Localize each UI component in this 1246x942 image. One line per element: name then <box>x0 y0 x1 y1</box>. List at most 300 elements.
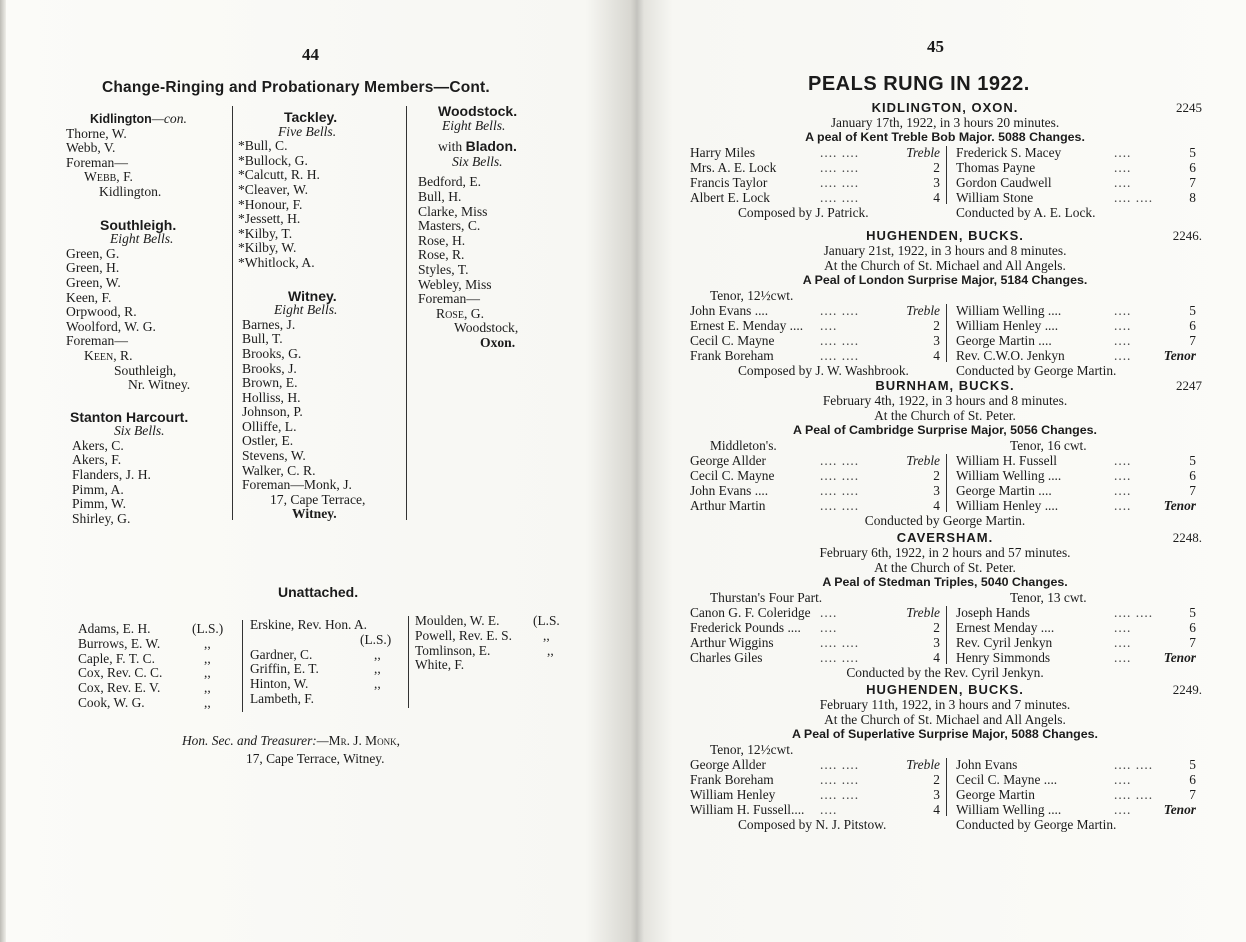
bell-number: 2 <box>933 318 940 333</box>
peal-footer <box>690 817 1200 832</box>
ringer-row <box>956 635 1196 650</box>
peal-church: At the Church of St. Peter. <box>874 408 1016 423</box>
bell-number: 5 <box>1189 605 1196 620</box>
leader-dots: .... <box>1114 650 1132 665</box>
bell-number: 6 <box>1189 318 1196 333</box>
bell-number: 5 <box>1189 453 1196 468</box>
ringer-row <box>690 145 940 160</box>
ringer-name: William Welling .... <box>956 468 1062 483</box>
ringer-row <box>690 635 940 650</box>
leader-dots: .... <box>1114 145 1132 160</box>
member-name: *Jessett, H. <box>238 211 301 227</box>
ringer-row <box>956 787 1196 802</box>
peal-footer: Conducted by George Martin. <box>864 513 1026 528</box>
member-name: Woolford, W. G. <box>66 318 156 334</box>
peal-place: HUGHENDEN, BUCKS. <box>866 228 1024 243</box>
ringer-row <box>956 757 1196 772</box>
peal-method: A Peal of Superlative Surprise Major, 5088 Changes. <box>792 727 1098 741</box>
bell-number: 2 <box>933 468 940 483</box>
ringer-row <box>956 453 1196 468</box>
leader-dots: .... .... <box>820 453 860 468</box>
bell-number: 3 <box>933 635 940 650</box>
bladon-heading: with Bladon. <box>438 138 517 155</box>
member-name: Johnson, P. <box>242 404 303 420</box>
member-name: Brooks, G. <box>242 345 302 361</box>
ringer-name: Frank Boreham <box>690 772 774 787</box>
leader-dots: .... .... <box>820 333 860 348</box>
bell-number: Treble <box>906 303 940 318</box>
bell-number: 6 <box>1189 620 1196 635</box>
unattached-column-1 <box>78 622 248 711</box>
ringer-name: Gordon Caudwell <box>956 175 1052 190</box>
foreman-place: Woodstock, <box>454 320 519 336</box>
members-column-2 <box>238 110 408 522</box>
member-name: Pimm, A. <box>72 481 124 497</box>
leader-dots: .... <box>820 620 838 635</box>
bell-number: 4 <box>933 348 940 363</box>
leader-dots: .... .... <box>820 145 860 160</box>
list-item: Cook, W. G. ,, <box>78 694 211 710</box>
ringer-row <box>956 483 1196 498</box>
leader-dots: .... <box>1114 333 1132 348</box>
foreman-name: Keen, R. <box>84 347 133 363</box>
peal-number: 2245 <box>1176 100 1202 115</box>
foreman-place: Oxon. <box>480 334 516 350</box>
ringer-name: William Henley .... <box>956 498 1059 513</box>
peal-date: January 17th, 1922, in 3 hours 20 minutes. <box>830 115 1060 130</box>
bell-number: 7 <box>1189 175 1196 190</box>
ringer-name: Ernest E. Menday .... <box>690 318 804 333</box>
ringer-row <box>956 318 1196 333</box>
leader-dots: .... <box>1114 772 1132 787</box>
member-name: Masters, C. <box>418 218 481 234</box>
column-divider <box>946 454 947 512</box>
member-name: Brooks, J. <box>242 360 297 376</box>
foreman-place: Southleigh, <box>114 362 177 378</box>
ringers-table <box>690 145 1200 205</box>
ringer-name: Cecil C. Mayne <box>690 468 775 483</box>
unattached-column-3 <box>415 614 615 673</box>
ringer-name: Canon G. F. Coleridge <box>690 605 811 620</box>
foreman-address: Witney. <box>292 506 337 522</box>
bell-number: 2 <box>933 160 940 175</box>
ringer-name: Mrs. A. E. Lock <box>690 160 777 175</box>
bell-number: 6 <box>1189 772 1196 787</box>
hon-sec-line: Hon. Sec. and Treasurer:—Mr. J. Monk, <box>182 733 400 748</box>
hon-sec-address: 17, Cape Terrace, Witney. <box>246 751 385 766</box>
peal-method: A Peal of Cambridge Surprise Major, 5056 Changes. <box>793 423 1097 437</box>
conductor-credit: Conducted by George Martin. <box>956 363 1117 378</box>
ringer-row <box>690 498 940 513</box>
ringer-name: Frank Boreham <box>690 348 774 363</box>
stanton-bells: Six Bells. <box>114 423 165 439</box>
ringer-name: William Welling .... <box>956 802 1062 817</box>
ringer-row <box>690 190 940 205</box>
ringer-name: William Henley .... <box>956 318 1059 333</box>
ringer-row <box>956 190 1196 205</box>
ringer-name: Harry Miles <box>690 145 756 160</box>
ringer-row <box>690 160 940 175</box>
ringer-row <box>690 650 940 665</box>
southleigh-bells: Eight Bells. <box>110 231 174 247</box>
ringer-name: Arthur Martin <box>690 498 766 513</box>
ringer-name: Rev. Cyril Jenkyn <box>956 635 1053 650</box>
peal-record <box>690 228 1200 378</box>
list-item: Cox, Rev. C. C. ,, <box>78 665 211 681</box>
bell-number: 7 <box>1189 787 1196 802</box>
member-name: Stevens, W. <box>242 448 306 464</box>
ringer-row <box>956 620 1196 635</box>
ringer-name: Thomas Payne <box>956 160 1036 175</box>
ringer-row <box>690 772 940 787</box>
left-page <box>10 0 620 942</box>
leader-dots: .... .... <box>1114 757 1154 772</box>
southleigh-heading: Southleigh. <box>100 216 177 233</box>
leader-dots: .... <box>1114 303 1132 318</box>
peal-number: 2246. <box>1172 228 1202 243</box>
ringer-name: Arthur Wiggins <box>690 635 774 650</box>
list-item: Erskine, Rev. Hon. A. <box>250 617 368 632</box>
ringer-row <box>690 175 940 190</box>
peal-header <box>690 228 1200 243</box>
leader-dots: .... .... <box>1114 190 1154 205</box>
list-item: Adams, E. H. (L.S.) <box>78 621 224 636</box>
ringers-table <box>690 453 1200 513</box>
bell-number: 5 <box>1189 757 1196 772</box>
bell-number: Treble <box>906 605 940 620</box>
bell-number: 3 <box>933 175 940 190</box>
ringer-name: William H. Fussell <box>956 453 1058 468</box>
member-name: *Bullock, G. <box>238 152 308 168</box>
leader-dots: .... <box>820 605 838 620</box>
peal-place: KIDLINGTON, OXON. <box>871 100 1019 115</box>
witney-bells: Eight Bells. <box>274 302 338 318</box>
ringer-row <box>956 160 1196 175</box>
list-item: Cox, Rev. E. V. ,, <box>78 680 211 696</box>
peal-church: At the Church of St. Michael and All Angels. <box>824 712 1066 727</box>
peal-subnote: Middleton's. <box>710 438 777 453</box>
member-name: Green, W. <box>66 274 121 290</box>
leader-dots: .... <box>1114 348 1132 363</box>
ringer-name: William H. Fussell.... <box>690 802 805 817</box>
peal-footer: Conducted by the Rev. Cyril Jenkyn. <box>846 665 1044 680</box>
bell-number: Tenor <box>1163 348 1196 363</box>
leader-dots: .... .... <box>820 160 860 175</box>
ringer-row <box>956 145 1196 160</box>
ringer-row <box>690 348 940 363</box>
peal-date: February 4th, 1922, in 3 hours and 8 minutes. <box>822 393 1068 408</box>
book-gutter <box>630 0 644 942</box>
member-name: *Bull, C. <box>238 138 288 154</box>
ringer-name: Cecil C. Mayne .... <box>956 772 1058 787</box>
leader-dots: .... <box>1114 468 1132 483</box>
peal-header <box>690 378 1200 393</box>
member-name: Bedford, E. <box>418 174 482 190</box>
leader-dots: .... .... <box>820 650 860 665</box>
member-name: *Kilby, W. <box>238 240 297 256</box>
ringer-name: Rev. C.W.O. Jenkyn <box>956 348 1065 363</box>
stanton-heading: Stanton Harcourt. <box>70 408 189 425</box>
peal-tenor-line <box>690 288 1200 303</box>
woodstock-bells: Eight Bells. <box>442 117 506 133</box>
tackley-bells: Five Bells. <box>278 123 337 139</box>
member-name: Olliffe, L. <box>242 418 297 434</box>
leader-dots: .... .... <box>820 498 860 513</box>
bell-number: Treble <box>906 757 940 772</box>
member-name: Foreman— <box>66 333 128 349</box>
unattached-heading: Unattached. <box>278 584 359 600</box>
unattached-column-2 <box>250 618 410 707</box>
list-item: Tomlinson, E. ,, <box>415 642 554 658</box>
column-divider <box>946 606 947 664</box>
leader-dots: .... <box>1114 498 1132 513</box>
peal-header <box>690 100 1200 115</box>
peal-tenor-line <box>690 590 1200 605</box>
bell-number: 6 <box>1189 160 1196 175</box>
member-name: Clarke, Miss <box>418 203 488 219</box>
leader-dots: .... <box>1114 318 1132 333</box>
foreman-place: Kidlington. <box>99 183 162 199</box>
peal-place: HUGHENDEN, BUCKS. <box>866 682 1024 697</box>
list-item: Gardner, C. ,, <box>250 646 381 662</box>
member-name: Green, H. <box>66 260 120 276</box>
ringer-name: George Martin .... <box>956 483 1052 498</box>
member-name: Webb, V. <box>66 140 116 156</box>
peal-tenor-line <box>690 438 1200 453</box>
member-name: Bull, H. <box>418 188 462 204</box>
peal-church: At the Church of St. Michael and All Angels. <box>824 258 1066 273</box>
ringer-name: Henry Simmonds <box>956 650 1051 665</box>
members-column-1 <box>66 112 236 526</box>
peal-date: January 21st, 1922, in 3 hours and 8 minutes. <box>823 243 1067 258</box>
member-name: Akers, F. <box>72 452 122 468</box>
member-name: *Whitlock, A. <box>238 254 315 270</box>
member-name: Brown, E. <box>242 375 298 391</box>
member-name: *Kilby, T. <box>238 225 293 241</box>
ringer-name: Frederick S. Macey <box>956 145 1062 160</box>
ringer-name: William Henley <box>690 787 776 802</box>
ringer-row <box>956 303 1196 318</box>
ringer-row <box>690 318 940 333</box>
peal-subnote: Thurstan's Four Part. <box>710 590 823 605</box>
conductor-credit: Conducted by George Martin. <box>956 817 1117 832</box>
bell-number: 4 <box>933 498 940 513</box>
member-name: *Cleaver, W. <box>238 181 309 197</box>
ringer-row <box>956 175 1196 190</box>
ringer-name: Francis Taylor <box>690 175 768 190</box>
leader-dots: .... <box>820 802 838 817</box>
list-item: (L.S.) <box>360 631 392 647</box>
ringer-row <box>690 605 940 620</box>
ringers-table <box>690 303 1200 363</box>
ringer-row <box>690 333 940 348</box>
ringer-row <box>956 650 1196 665</box>
ringer-row <box>956 333 1196 348</box>
column-divider <box>946 146 947 204</box>
bell-number: 7 <box>1189 635 1196 650</box>
composer-credit: Composed by N. J. Pitstow. <box>738 817 887 832</box>
member-name: Webley, Miss <box>418 276 492 292</box>
leader-dots: .... .... <box>820 787 860 802</box>
peal-method: A peal of Kent Treble Bob Major. 5088 Changes. <box>805 130 1085 144</box>
peal-place: BURNHAM, BUCKS. <box>875 378 1015 393</box>
peal-place: CAVERSHAM. <box>896 530 994 545</box>
heading-cont: —Cont. <box>433 79 490 96</box>
peal-date: February 6th, 1922, in 2 hours and 57 minutes. <box>819 545 1071 560</box>
leader-dots: .... .... <box>820 772 860 787</box>
leader-dots: .... <box>1114 483 1132 498</box>
leader-dots: .... .... <box>820 757 860 772</box>
member-name: *Honour, F. <box>238 196 303 212</box>
bell-number: Tenor <box>1163 650 1196 665</box>
leader-dots: .... .... <box>820 175 860 190</box>
leader-dots: .... <box>1114 453 1132 468</box>
list-item: Lambeth, F. <box>250 690 315 706</box>
ringer-row <box>690 303 940 318</box>
page-edge <box>0 0 6 942</box>
kidlington-heading: Kidlington—con. <box>90 111 187 126</box>
ringer-name: George Allder <box>690 757 766 772</box>
leader-dots: .... <box>1114 620 1132 635</box>
composer-credit: Composed by J. W. Washbrook. <box>738 363 909 378</box>
column-divider <box>242 620 243 712</box>
bell-number: Treble <box>906 453 940 468</box>
leader-dots: .... <box>1114 175 1132 190</box>
peal-number: 2248. <box>1172 530 1202 545</box>
bell-number: 6 <box>1189 468 1196 483</box>
member-name: Akers, C. <box>72 437 124 453</box>
member-name: Green, G. <box>66 245 120 261</box>
ringer-row <box>690 802 940 817</box>
heading-text: Change-Ringing and Probationary Members <box>102 79 434 96</box>
member-name: Thorne, W. <box>66 125 127 141</box>
ringer-name: John Evans .... <box>690 303 769 318</box>
member-name: Barnes, J. <box>242 316 296 332</box>
ringer-name: William Stone <box>956 190 1034 205</box>
ringer-name: George Martin .... <box>956 333 1052 348</box>
bell-number: 8 <box>1189 190 1196 205</box>
leader-dots: .... <box>1114 160 1132 175</box>
peal-footer <box>690 363 1200 378</box>
page-title: PEALS RUNG IN 1922. <box>808 73 1030 95</box>
leader-dots: .... .... <box>1114 605 1154 620</box>
peal-date: February 11th, 1922, in 3 hours and 7 minutes. <box>819 697 1071 712</box>
list-item: Griffin, E. T. ,, <box>250 661 381 677</box>
leader-dots: .... .... <box>820 635 860 650</box>
member-name: Rose, H. <box>418 232 466 248</box>
peal-method: A Peal of London Surprise Major, 5184 Changes. <box>802 273 1088 287</box>
member-name: Holliss, H. <box>242 389 301 405</box>
ringers-table <box>690 757 1200 817</box>
page-number: 44 <box>302 45 319 64</box>
ringer-row <box>956 348 1196 363</box>
conductor-credit: Conducted by A. E. Lock. <box>956 205 1096 220</box>
member-name: *Calcutt, R. H. <box>238 167 320 183</box>
ringer-name: Ernest Menday .... <box>956 620 1055 635</box>
peal-header <box>690 682 1200 697</box>
peal-record <box>690 682 1200 832</box>
member-name: Shirley, G. <box>72 510 131 526</box>
leader-dots: .... .... <box>820 483 860 498</box>
bladon-bells: Six Bells. <box>452 153 503 169</box>
peal-tenor: Tenor, 13 cwt. <box>1010 590 1087 605</box>
ringer-row <box>956 802 1196 817</box>
bell-number: 7 <box>1189 333 1196 348</box>
peal-number: 2247 <box>1176 378 1202 393</box>
bell-number: 7 <box>1189 483 1196 498</box>
peal-number: 2249. <box>1172 682 1202 697</box>
foreman-name: Foreman—Monk, J. <box>242 477 352 493</box>
column-divider <box>408 616 409 708</box>
ringer-row <box>956 468 1196 483</box>
witney-heading: Witney. <box>288 287 337 304</box>
ringer-name: Joseph Hands <box>956 605 1031 620</box>
member-name: Keen, F. <box>66 289 112 305</box>
member-name: Flanders, J. H. <box>72 467 151 483</box>
leader-dots: .... .... <box>1114 787 1154 802</box>
peal-record <box>690 530 1200 680</box>
member-name: Bull, T. <box>242 331 283 347</box>
member-name: Foreman— <box>66 154 128 170</box>
leader-dots: .... .... <box>820 468 860 483</box>
peal-tenor-line <box>690 742 1200 757</box>
members-column-3 <box>410 104 590 351</box>
ringer-name: William Welling .... <box>956 303 1062 318</box>
peal-tenor: Tenor, 16 cwt. <box>1010 438 1087 453</box>
member-name: Orpwood, R. <box>66 304 137 320</box>
ringer-name: Albert E. Lock <box>690 190 770 205</box>
bell-number: 4 <box>933 190 940 205</box>
list-item: White, F. <box>415 657 465 673</box>
bell-number: 4 <box>933 802 940 817</box>
page-number: 45 <box>927 37 944 56</box>
ringer-row <box>956 605 1196 620</box>
list-item: Hinton, W. ,, <box>250 676 381 692</box>
bell-number: 3 <box>933 483 940 498</box>
foreman-name: Webb, F. <box>84 169 133 185</box>
leader-dots: .... <box>1114 802 1132 817</box>
bell-number: 5 <box>1189 145 1196 160</box>
column-divider <box>406 106 407 520</box>
ringer-row <box>690 483 940 498</box>
column-divider <box>946 304 947 362</box>
ringer-name: Cecil C. Mayne <box>690 333 775 348</box>
member-name: Rose, R. <box>418 247 465 263</box>
peal-method: A Peal of Stedman Triples, 5040 Changes. <box>822 575 1068 589</box>
woodstock-heading: Woodstock. <box>438 103 518 119</box>
list-item: Powell, Rev. E. S. ,, <box>415 627 550 643</box>
bell-number: Tenor <box>1163 498 1196 513</box>
leader-dots: .... .... <box>820 303 860 318</box>
leader-dots: .... <box>820 318 838 333</box>
list-item: Caple, F. T. C. ,, <box>78 650 211 666</box>
bell-number: Treble <box>906 145 940 160</box>
ringer-row <box>956 772 1196 787</box>
list-item: Burrows, E. W. ,, <box>78 635 211 651</box>
ringer-row <box>956 498 1196 513</box>
peal-footer <box>690 205 1200 220</box>
member-name: Pimm, W. <box>72 496 127 512</box>
ringer-row <box>690 620 940 635</box>
foreman-name: Rose, G. <box>436 305 484 321</box>
page-heading <box>102 79 490 97</box>
ringer-row <box>690 787 940 802</box>
bell-number: 3 <box>933 787 940 802</box>
ringer-name: Frederick Pounds .... <box>690 620 801 635</box>
composer-credit: Composed by J. Patrick. <box>738 205 869 220</box>
tackley-heading: Tackley. <box>284 109 338 125</box>
ringer-name: George Allder <box>690 453 766 468</box>
